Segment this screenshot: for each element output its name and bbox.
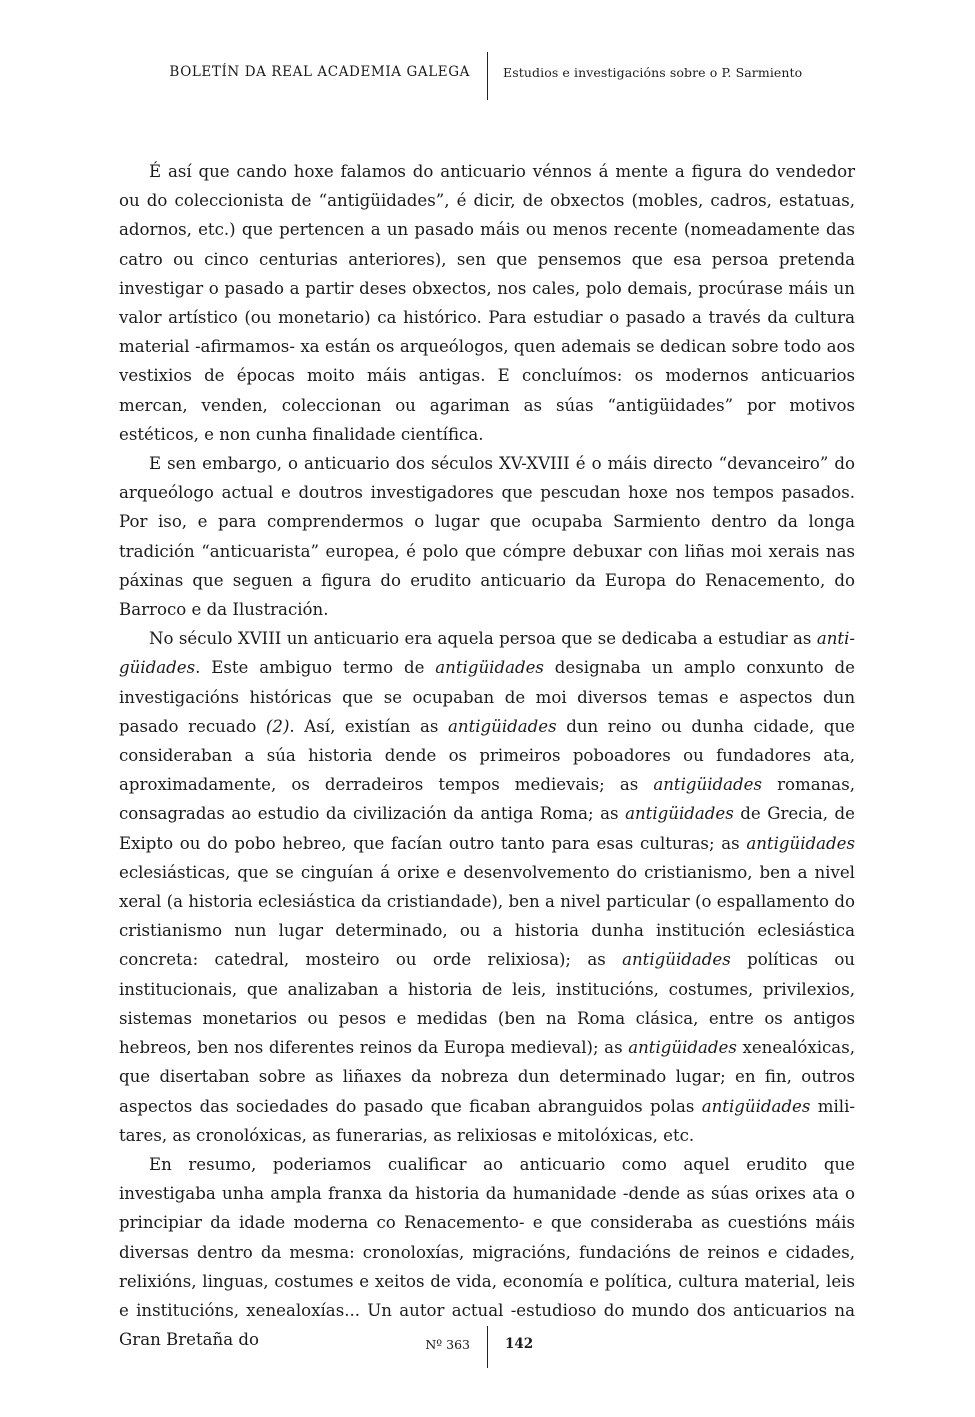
italic-term: antigüidades [435,658,544,678]
paragraph [119,157,855,449]
italic-term: antigüidades [448,716,557,736]
text-run: É así que cando hoxe falamos do anticuario vénnos á mente a figura do vendedor ou do coleccionista de “antigüidades”, é dicir, de obxectos (mobles, cadros, estatuas, adornos, etc.) que pertencen a un pasado máis ou menos recente (nomeadamente das catro ou cinco centurias anteriores), sen que pensemos que esa persoa pretenda investigar o pasado a partir deses obxectos, nos cales, polo demais, procúrase máis un valor artístico (ou monetario) ca histórico. Para estudiar o pasado a través da cultura material -afirmamos- xa están os arqueólogos, quen ademais se dedican sobre todo aos vestixios de épocas moito máis antigas. E concluímos: os modernos anticuarios mercan, venden, coleccionan ou agariman as súas “antigüidades” por motivos estéticos, e non cunha finalidade científica. [119,162,855,444]
issue-number: Nº 363 [425,1337,470,1352]
text-run: designaba un amplo conxunto de investigacións históricas que se ocupaban de moi diversos temas e aspectos dun pasado recuado [119,658,855,736]
text-run: . Este ambiguo termo de [195,658,436,678]
italic-term: antigüidades [653,775,762,795]
paragraph [119,624,855,1150]
journal-title: BOLETÍN DA REAL ACADEMIA GALEGA [169,64,470,80]
text-run: No século XVIII un anticuario era aquela persoa que se dedicaba a estudiar as [149,629,817,649]
paragraph [119,1150,855,1354]
italic-term: antigüidades [746,833,855,853]
text-run: políticas ou institucionais, que analizaban a historia de leis, institucións, costumes, privilexios, sistemas monetarios ou pesos e medidas (ben na Roma clásica, entre os antigos hebreos, ben nos diferentes reinos da Europa medieval); as [119,950,855,1058]
article-body [119,157,855,1354]
paragraph [119,449,855,624]
italic-term: antigüidades [622,950,731,970]
text-run: . Así, existían as [289,716,448,736]
section-title: Estudios e investigacións sobre o P. Sarmiento [503,65,803,80]
page-footer [0,1326,975,1370]
italic-term: antigüidades [701,1096,811,1116]
text-run: eclesiásticas, que se cinguían á orixe e desenvolvemento do cristianismo, ben a nivel xeral (a historia eclesiástica da cristiandade), ben a nivel particular (o espallamento do cristianismo nun lugar determinado, ou a historia dunha institución eclesiástica concreta: catedral, mosteiro ou orde relixiosa); as [119,862,855,970]
italic-term: antigüidades [119,629,855,678]
italic-term: antigüidades [625,804,734,824]
text-run: En resumo, poderiamos cualificar ao anticuario como aquel erudito que investigaba unha ampla franxa da historia da humanidade -dende as súas orixes ata o principiar da idade moderna co Renacemento- e que consideraba as cuestións máis diversas dentro da mesma: cronoloxías, migracións, fundacións de reinos e cidades, relixións, linguas, costumes e xeitos de vida, economía e política, cultura material, leis e institucións, xenealoxías... Un autor actual -estudioso do mundo dos anticuarios na Gran Bretaña do [119,1154,855,1350]
text-run: dun reino ou dunha cidade, que consideraban a súa historia dende os primeiros poboadores ou fundadores ata, aproximadamente, os derradeiros tempos medievais; as [119,716,855,795]
italic-term: (2) [265,716,290,736]
text-run: romanas, consagradas ao estudio da civilización da antiga Roma; as [119,775,855,824]
text-run: E sen embargo, o anticuario dos séculos XV-XVIII é o máis directo “devanceiro” do arqueólogo actual e doutros investigadores que pescudan hoxe nos tempos pasados. Por iso, e para comprendermos o lugar que ocupaba Sarmiento dentro da longa tradición “anticuarista” europea, é polo que cómpre debuxar con liñas moi xerais nas páxinas que seguen a figura do erudito anticuario da Europa do Renacemento, do Barroco e da Ilustración. [119,454,855,620]
italic-term: antigüidades [628,1038,737,1058]
text-run: xenealóxicas, que disertaban sobre as liñaxes da nobreza dun determinado lugar; en fin, outros aspectos das sociedades do pasado que ficaban abranguidos polas [119,1038,855,1116]
text-run: de Grecia, de Exipto ou do pobo hebreo, que facían outro tanto para esas culturas; as [119,804,855,853]
page-number: 142 [505,1336,534,1352]
header-divider [487,52,488,100]
running-header [0,52,975,102]
footer-divider [487,1326,488,1368]
text-run: militares, as cronolóxicas, as funerarias, as relixiosas e mitolóxicas, etc. [119,1096,855,1145]
